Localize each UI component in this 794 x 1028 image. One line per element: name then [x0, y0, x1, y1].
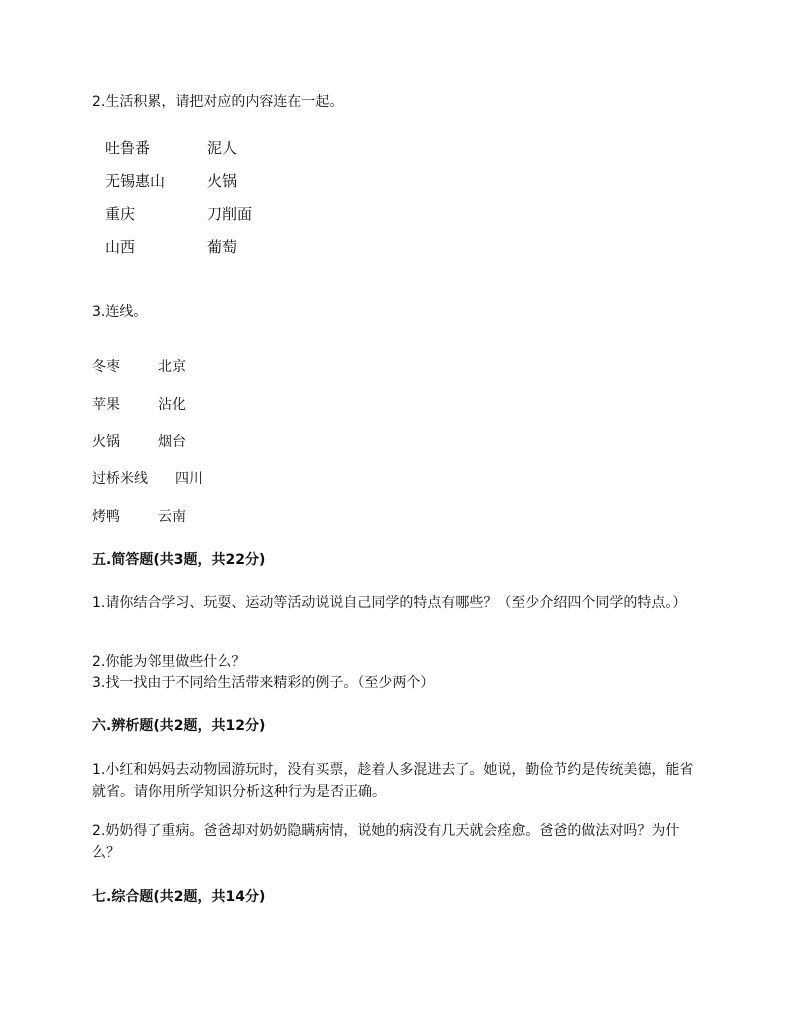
- q2-prompt: 2.生活积累，请把对应的内容连在一起。: [92, 94, 344, 110]
- q3-prompt: 3.连线。: [92, 304, 148, 320]
- q3-left-item: 冬枣: [92, 359, 120, 375]
- section5-heading: 五.简答题(共3题，共22分): [92, 552, 266, 568]
- q2-left-item: 重庆: [105, 205, 136, 223]
- section5-question-3: 3.找一找由于不同给生活带来精彩的例子。（至少两个）: [92, 675, 435, 691]
- q3-right-item: 北京: [158, 359, 186, 375]
- section6-heading: 六.辨析题(共2题，共12分): [92, 718, 266, 734]
- q2-right-item: 火锅: [207, 172, 238, 190]
- q3-right-item: 沾化: [158, 397, 186, 413]
- q3-left-item: 过桥米线: [92, 471, 148, 487]
- q3-left-item: 苹果: [92, 397, 120, 413]
- section6-question-2: 2.奶奶得了重病。爸爸却对奶奶隐瞒病情，说她的病没有几天就会痊愈。爸爸的做法对吗？为什么？: [92, 823, 680, 861]
- q3-left-item: 火锅: [92, 434, 120, 450]
- q2-right-item: 泥人: [207, 139, 238, 157]
- q2-right-item: 葡萄: [207, 238, 238, 256]
- q3-right-item: 烟台: [158, 434, 186, 450]
- section6-question-1: 1.小红和妈妈去动物园游玩时，没有买票，趁着人多混进去了。她说，勤俭节约是传统美德，能省就省。请你用所学知识分析这种行为是否正确。: [92, 762, 694, 800]
- q2-left-item: 吐鲁番: [105, 139, 151, 157]
- q2-left-item: 无锡惠山: [105, 172, 166, 190]
- q3-left-item: 烤鸭: [92, 509, 120, 525]
- section7-heading: 七.综合题(共2题，共14分): [92, 889, 266, 905]
- q3-right-item: 云南: [158, 509, 186, 525]
- section5-question-2: 2.你能为邻里做些什么？: [92, 654, 246, 670]
- q2-right-item: 刀削面: [207, 205, 253, 223]
- section5-question-1: 1.请你结合学习、玩耍、运动等活动说说自己同学的特点有哪些？（至少介绍四个同学的特点。）: [92, 595, 687, 611]
- q2-left-item: 山西: [105, 238, 136, 256]
- q3-right-item: 四川: [175, 471, 203, 487]
